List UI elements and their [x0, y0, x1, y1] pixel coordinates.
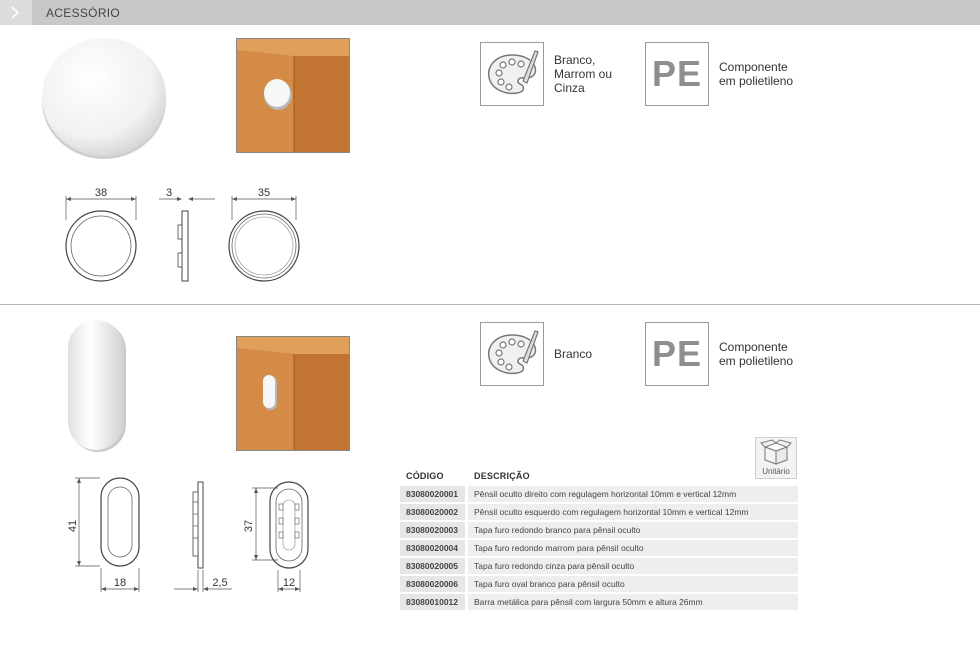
row-code: 83080020004: [400, 540, 468, 556]
row-code: 83080020002: [400, 504, 468, 520]
oval-cap-dimension-drawing: [60, 472, 320, 597]
row-description: Tapa furo oval branco para pênsil oculto: [468, 576, 798, 592]
round-cap-image: [40, 35, 170, 163]
round-cap-dimension-drawing: [55, 180, 315, 290]
row-code: 83080020006: [400, 576, 468, 592]
table-row: [400, 576, 798, 592]
dim-oval-height: 41: [67, 519, 79, 533]
wood-round-application-image: [236, 38, 350, 153]
dim-oval-inner-width: 12: [282, 577, 296, 589]
section-divider: [0, 304, 980, 305]
table-row: [400, 486, 798, 502]
oval-cap-image: [64, 318, 130, 454]
header-arrow[interactable]: [0, 0, 32, 25]
pe-text: PE: [651, 53, 703, 94]
pe-text: PE: [651, 333, 703, 374]
header-bar: [0, 0, 980, 25]
dim-outer-diameter: 38: [94, 187, 108, 199]
dim-oval-thickness: 2,5: [212, 577, 228, 589]
dim-oval-inner-height: 37: [243, 519, 255, 533]
chevron-right-icon: [10, 6, 20, 19]
row-code: 83080020003: [400, 522, 468, 538]
row-code: 83080020001: [400, 486, 468, 502]
row-description: Pênsil oculto esquerdo com regulagem horizontal 10mm e vertical 12mm: [468, 504, 798, 520]
column-header-code: CÓDIGO: [406, 471, 444, 481]
table-row: [400, 540, 798, 556]
palette-icon: [481, 43, 543, 105]
row-description: Barra metálica para pênsil com largura 50mm e altura 26mm: [468, 594, 798, 610]
material-label-2: Componente em polietileno: [719, 340, 794, 368]
row-code: 83080020005: [400, 558, 468, 574]
material-label: Componente em polietileno: [719, 60, 794, 88]
material-pe-badge-2: [645, 322, 709, 386]
dim-inner-diameter: 35: [257, 187, 271, 199]
box-icon: [756, 438, 796, 468]
color-options-icon-box-2: [480, 322, 544, 386]
row-code: 83080010012: [400, 594, 468, 610]
row-description: Pênsil oculto direito com regulagem horizontal 10mm e vertical 12mm: [468, 486, 798, 502]
table-header-row: [400, 468, 798, 484]
table-row: [400, 558, 798, 574]
packaging-label: Unitário: [762, 467, 790, 476]
row-description: Tapa furo redondo branco para pênsil oculto: [468, 522, 798, 538]
color-options-icon-box: [480, 42, 544, 106]
table-row: [400, 594, 798, 610]
column-header-description: DESCRIÇÃO: [474, 471, 530, 481]
material-pe-badge: [645, 42, 709, 106]
dim-oval-width: 18: [113, 577, 127, 589]
section-title: ACESSÓRIO: [46, 6, 121, 20]
row-description: Tapa furo redondo marrom para pênsil oculto: [468, 540, 798, 556]
color-options-label-2: Branco: [554, 347, 593, 361]
palette-icon: [481, 323, 543, 385]
wood-oval-application-image: [236, 336, 350, 451]
dim-thickness: 3: [165, 187, 173, 199]
color-options-label: Branco, Marrom ou Cinza: [554, 53, 613, 95]
table-row: [400, 504, 798, 520]
row-description: Tapa furo redondo cinza para pênsil oculto: [468, 558, 798, 574]
product-code-table: [400, 466, 798, 612]
table-row: [400, 522, 798, 538]
